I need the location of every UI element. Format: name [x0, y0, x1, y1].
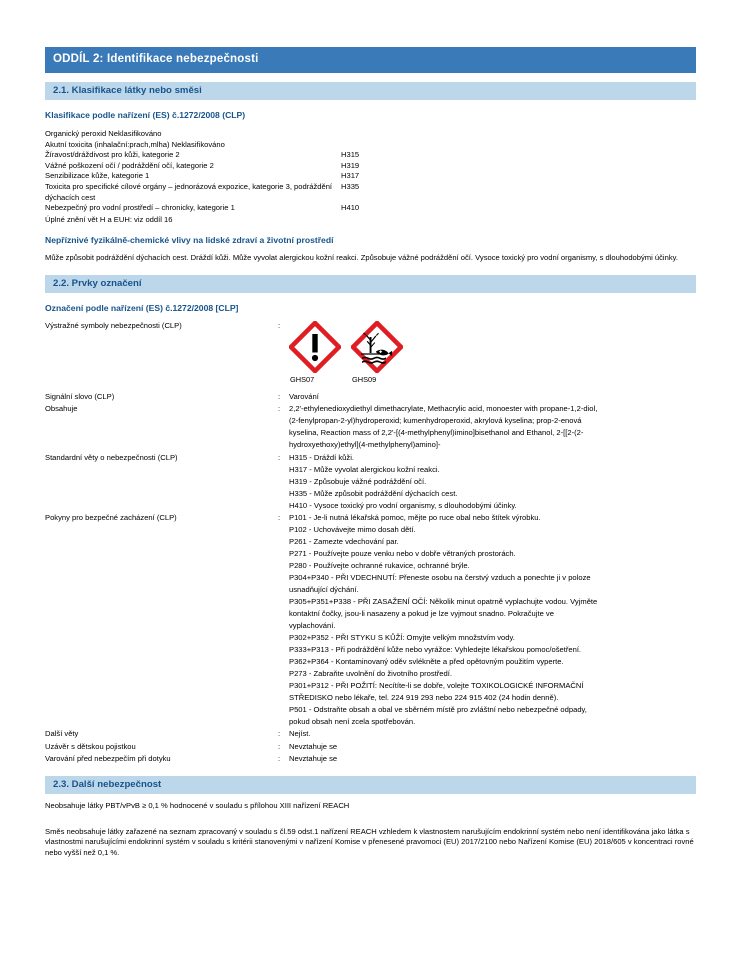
precautionary-statement: P271 - Používejte pouze venku nebo v dobře větraných prostorách.	[289, 548, 516, 558]
hazard-statement: H319 - Způsobuje vážné podráždění očí.	[289, 476, 427, 486]
classification-code: H319	[341, 160, 360, 170]
classification-row	[45, 140, 696, 151]
contains-value	[289, 404, 696, 450]
classification-text: Toxicita pro specifické cílové orgány – jednorázová expozice, kategorie 3, podráždění dýchacích cest	[45, 181, 333, 202]
contains-line: hydroxyethoxy)ethyl](4-methylphenyl)amino]-	[289, 440, 441, 450]
section-header-oddil-2: ODDÍL 2: Identifikace nebezpečnosti	[45, 47, 696, 73]
pictograms-label: Výstražné symboly nebezpečnosti (CLP)	[45, 320, 182, 330]
classification-code: H317	[341, 171, 360, 181]
subsection-header-2-2: 2.2. Prvky označení	[45, 275, 696, 293]
endocrine-disruptor-text: Směs neobsahuje látky zařazené na seznam zpracovaný v souladu s čl.59 odst.1 nařízení REACH vzhledem k vlastnostem narušujícím endokrinní systém nebo není identifikována jako látka s vlastnostmi narušujícími endokrinní systém v souladu s kritérii stanovenými v nařízení Komise v přenesené pravomoci (EU) 2017/2100 nebo Nařízení Komise (EU) 2018/605 v koncentraci rovné nebo vyšší než 0,1 %.	[45, 827, 694, 857]
precautionary-statement: P305+P351+P338 - PŘI ZASAŽENÍ OČÍ: Několik minut opatrně vyplachujte vodou. Vyjměte	[289, 596, 598, 606]
signal-word-label: Signální slovo (CLP)	[45, 391, 115, 401]
precautionary-statement: STŘEDISKO nebo lékaře, tel. 224 919 293 nebo 224 915 402 (24 hodin denně).	[289, 692, 559, 702]
precautionary-statement: P501 - Odstraňte obsah a obal ve sběrném místě pro zvláštní nebo nebezpečné odpady,	[289, 704, 587, 714]
classification-row	[45, 182, 696, 203]
classification-code	[341, 129, 696, 140]
adverse-effects-heading: Nepříznivé fyzikálně-chemické vlivy na lidské zdraví a životní prostředí	[45, 235, 334, 246]
pictogram-ghs07	[289, 321, 341, 384]
classification-row	[45, 150, 696, 161]
classification-code: H315	[341, 150, 360, 160]
subsection-header-2-1: 2.1. Klasifikace látky nebo směsi	[45, 82, 696, 100]
contains-colon: :	[278, 404, 281, 414]
tactile-warning-colon: :	[278, 754, 281, 764]
child-closure-label: Uzávěr s dětskou pojistkou	[45, 741, 136, 751]
tactile-warning-label: Varování před nebezpečím při dotyku	[45, 754, 171, 764]
precautionary-statement: usnadňující dýchání.	[289, 584, 359, 594]
classification-code	[341, 140, 696, 151]
hazard-statement: H410 - Vysoce toxický pro vodní organismy, s dlouhodobými účinky.	[289, 500, 517, 510]
hazard-statements-colon: :	[278, 452, 281, 462]
precautionary-statement: P273 - Zabraňte uvolnění do životního prostředí.	[289, 668, 452, 678]
precautionary-statement: P101 - Je-li nutná lékařská pomoc, mějte po ruce obal nebo štítek výrobku.	[289, 512, 541, 522]
classification-code: H410	[341, 203, 360, 213]
other-statements-label: Další věty	[45, 729, 79, 739]
signal-word-value: Varování	[289, 391, 319, 401]
ghs09-environment-icon	[351, 321, 403, 373]
contains-row	[45, 404, 696, 450]
classification-row	[45, 129, 696, 140]
hazard-statements-value	[289, 453, 696, 511]
hazard-statement: H335 - Může způsobit podráždění dýchacích cest.	[289, 488, 458, 498]
precautionary-statement: P102 - Uchovávejte mimo dosah dětí.	[289, 524, 416, 534]
ghs07-exclamation-icon	[289, 321, 341, 373]
classification-text: Nebezpečný pro vodní prostředí – chronicky, kategorie 1	[45, 203, 235, 213]
precautionary-statement: P261 - Zamezte vdechování par.	[289, 536, 399, 546]
classification-code: H335	[341, 181, 360, 191]
contains-label: Obsahuje	[45, 404, 78, 414]
tactile-warning-value: Nevztahuje se	[289, 754, 338, 764]
precautionary-statement: vyplachování.	[289, 620, 336, 630]
pictogram-ghs09	[351, 321, 403, 384]
hazard-statement: H317 - Může vyvolat alergickou kožní reakci.	[289, 464, 440, 474]
child-closure-colon: :	[278, 741, 281, 751]
subsection-header-2-3: 2.3. Další nebezpečnost	[45, 776, 696, 794]
sds-section-2-page	[45, 47, 696, 858]
precautionary-statement: P280 - Používejte ochranné rukavice, ochranné brýle.	[289, 560, 470, 570]
clp-classification-heading: Klasifikace podle nařízení (ES) č.1272/2008 (CLP)	[45, 110, 246, 120]
pictograms-colon: :	[278, 320, 281, 330]
precautionary-statement: P362+P364 - Kontaminovaný oděv svlékněte a před opětovným použitím vyperte.	[289, 656, 564, 666]
hazard-statement: H315 - Dráždí kůži.	[289, 452, 354, 462]
contains-line: (2-fenylpropan-2-yl)hydroperoxid; kumenhydroperoxid, akrylová kyselina; prop-2-enová	[289, 416, 582, 426]
contains-line: 2,2'-ethylenedioxydiethyl dimethacrylate, Methacrylic acid, monoester with propane-1,2-diol,	[289, 404, 598, 414]
hazard-statements-label: Standardní věty o nebezpečnosti (CLP)	[45, 452, 178, 462]
precautionary-statement: pokud obsah není zcela spotřebován.	[289, 716, 416, 726]
classification-row	[45, 161, 696, 172]
full-text-h-euh-note: Úplné znění vět H a EUH: viz oddíl 16	[45, 214, 173, 224]
classification-list	[45, 129, 696, 214]
clp-labelling-heading: Označení podle nařízení (ES) č.1272/2008 [CLP]	[45, 302, 239, 313]
hazard-statements-row	[45, 453, 696, 511]
classification-row	[45, 203, 696, 214]
tactile-warning-row	[45, 754, 696, 764]
adverse-effects-text: Může způsobit podráždění dýchacích cest. Dráždí kůži. Může vyvolat alergickou kožní reakci. Způsobuje vážné podráždění očí. Vysoce toxický pro vodní organismy, s dlouhodobými účinky.	[45, 253, 678, 263]
child-closure-row	[45, 742, 696, 752]
precautionary-statements-label: Pokyny pro bezpečné zacházení (CLP)	[45, 512, 177, 522]
precautionary-statement: P333+P313 - Při podráždění kůže nebo vyrážce: Vyhledejte lékařskou pomoc/ošetření.	[289, 644, 582, 654]
classification-text: Žíravost/dráždivost pro kůži, kategorie 2	[45, 150, 180, 160]
precautionary-statement: kontaktní čočky, jsou-li nasazeny a pokud je lze vyjmout snadno. Pokračujte ve	[289, 608, 554, 618]
other-statements-row	[45, 729, 696, 739]
contains-line: kyselina, Reaction mass of 2,2'-[(4-methylphenyl)imino]bisethanol and Ethanol, 2-[[2-(2-	[289, 428, 584, 438]
signal-word-row	[45, 392, 696, 402]
child-closure-value: Nevztahuje se	[289, 741, 338, 751]
classification-text: Organický peroxid Neklasifikováno	[45, 129, 162, 138]
precautionary-statement: P302+P352 - PŘI STYKU S KŮŽÍ: Omyjte velkým množstvím vody.	[289, 632, 515, 642]
precautionary-statement: P301+P312 - PŘI POŽITÍ: Necítíte-li se dobře, volejte TOXIKOLOGICKÉ INFORMAČNÍ	[289, 680, 584, 690]
pbt-vpvb-text: Neobsahuje látky PBT/vPvB ≥ 0,1 % hodnocené v souladu s přílohou XIII nařízení REACH	[45, 800, 350, 810]
classification-text: Senzibilizace kůže, kategorie 1	[45, 171, 150, 181]
pictogram-code: GHS07	[290, 374, 315, 384]
classification-text: Vážné poškození očí / podráždění očí, kategorie 2	[45, 160, 214, 170]
precautionary-statements-colon: :	[278, 512, 281, 522]
other-statements-value: Nejíst.	[289, 729, 311, 739]
signal-word-colon: :	[278, 391, 281, 401]
precautionary-statement: P304+P340 - PŘI VDECHNUTÍ: Přeneste osobu na čerstvý vzduch a ponechte ji v poloze	[289, 572, 591, 582]
precautionary-statements-value	[289, 513, 696, 727]
classification-text: Akutní toxicita (inhalační:prach,mlha) Neklasifikováno	[45, 139, 225, 149]
pictogram-code: GHS09	[352, 374, 377, 384]
precautionary-statements-row	[45, 513, 696, 727]
other-statements-colon: :	[278, 729, 281, 739]
classification-row	[45, 171, 696, 182]
